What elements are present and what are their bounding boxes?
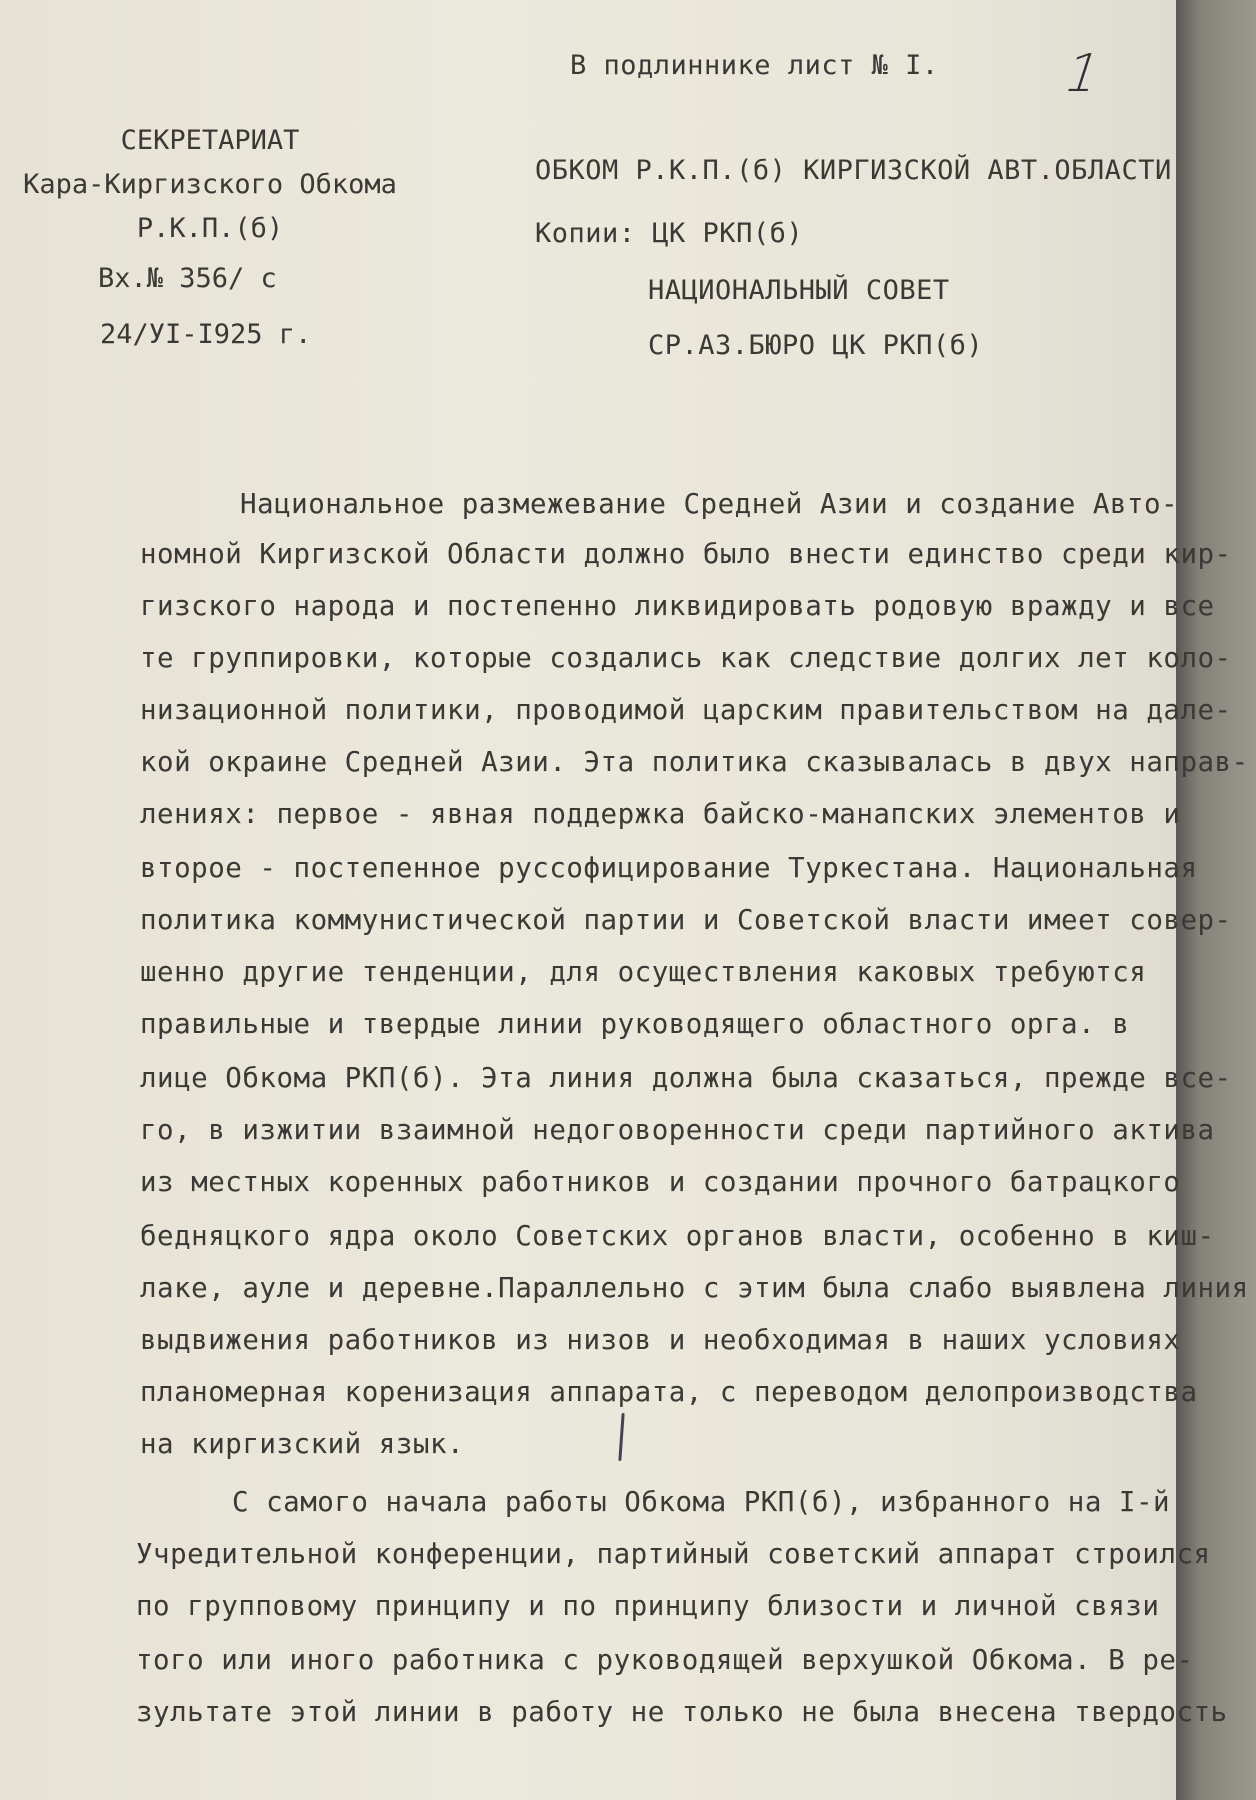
body-line: шенно другие тенденции, для осуществления каковых требуются [140, 956, 1147, 988]
body-line: бедняцкого ядра около Советских органов власти, особенно в киш- [140, 1220, 1215, 1252]
body-line: го, в изжитии взаимной недоговоренности среди партийного актива [140, 1114, 1215, 1146]
document-date: 24/УI-I925 г. [100, 319, 312, 350]
handwritten-page-number: 1 [1056, 44, 1109, 104]
copy-recipient-3: СР.АЗ.БЮРО ЦК РКП(б) [648, 330, 984, 361]
addressee-main: ОБКОМ Р.К.П.(б) КИРГИЗСКОЙ АВТ.ОБЛАСТИ [535, 155, 1172, 186]
body-line: политика коммунистической партии и Советской власти имеет совер- [140, 904, 1232, 936]
sender-block [20, 125, 400, 363]
body-line: низационной политики, проводимой царским правительством на дале- [140, 694, 1232, 726]
body-line: те группировки, которые создались как следствие долгих лет коло- [140, 642, 1232, 674]
body-line: из местных коренных работников и создании прочного батрацкого [140, 1166, 1181, 1198]
body-line: С самого начала работы Обкома РКП(б), избранного на I-й [232, 1486, 1171, 1518]
body-line: лаке, ауле и деревне.Параллельно с этим была слабо выявлена линия [140, 1272, 1249, 1304]
original-sheet-note: В подлиннике лист № I. [570, 50, 939, 81]
body-line: по групповому принципу и по принципу близости и личной связи [136, 1590, 1160, 1622]
background-surface [1176, 0, 1256, 1800]
body-line: Учредительной конференции, партийный советский аппарат строился [136, 1538, 1211, 1570]
body-line: планомерная коренизация аппарата, с переводом делопроизводства [140, 1376, 1198, 1408]
body-line: на киргизский язык. [140, 1428, 465, 1460]
incoming-number: Вх.№ 356/ с [98, 263, 277, 294]
body-line: второе - постепенное руссофицирование Туркестана. Национальная [140, 852, 1198, 884]
copies-line: Копии: ЦК РКП(б) [535, 218, 804, 249]
body-line: выдвижения работников из низов и необходимая в наших условиях [140, 1324, 1181, 1356]
body-line: правильные и твердые линии руководящего областного орга. в [140, 1008, 1130, 1040]
sender-line-3: Р.К.П.(б) [136, 213, 284, 244]
copy-recipient-2: НАЦИОНАЛЬНЫЙ СОВЕТ [648, 275, 950, 306]
body-line: лице Обкома РКП(б). Эта линия должна была сказаться, прежде все- [140, 1062, 1232, 1094]
body-line: кой окраине Средней Азии. Эта политика сказывалась в двух направ- [140, 746, 1249, 778]
body-line: гизского народа и постепенно ликвидировать родовую вражду и все [140, 590, 1215, 622]
body-line: номной Киргизской Области должно было внести единство среди кир- [140, 538, 1232, 570]
body-line: лениях: первое - явная поддержка байско-манапских элементов и [140, 798, 1181, 830]
body-line: того или иного работника с руководящей верхушкой Обкома. В ре- [136, 1644, 1194, 1676]
sender-line-1: СЕКРЕТАРИАТ [120, 125, 300, 156]
body-line: Национальное размежевание Средней Азии и создание Авто- [240, 488, 1179, 520]
body-line: зультате этой линии в работу не только не была внесена твердость [136, 1696, 1228, 1728]
sender-line-2: Кара-Киргизского Обкома [23, 169, 397, 200]
